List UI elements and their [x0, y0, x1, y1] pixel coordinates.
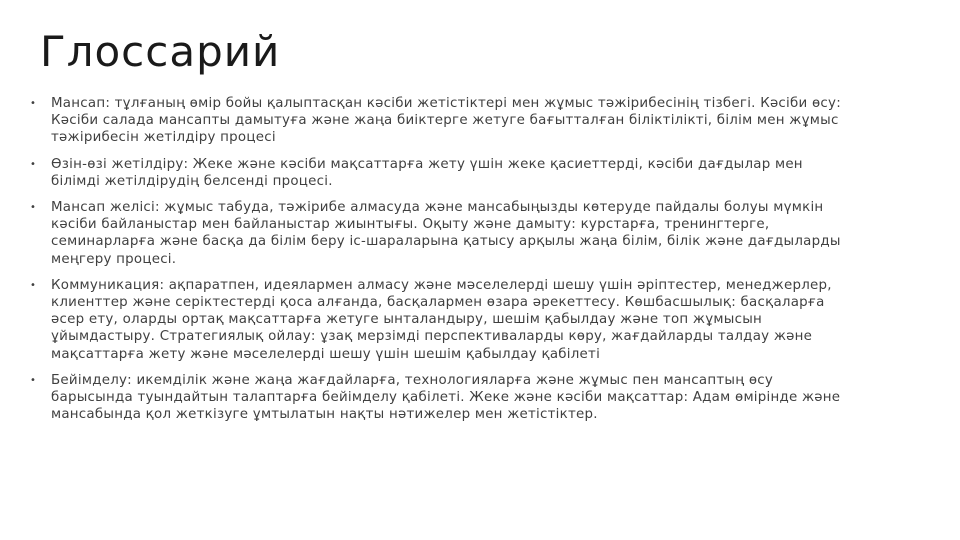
bullet-item: [30, 95, 850, 147]
bullet-item: [30, 156, 850, 190]
bullet-item: [30, 277, 850, 363]
bullet-icon: •: [30, 98, 37, 109]
bullet-icon: •: [30, 374, 37, 386]
bullet-text: Мансап желісі: жұмыс табуда, тәжірибе алмасуда және мансабыңызды көтеруде пайдалы болуы мүмкін кәсіби байланыстар мен байланыстар жиынтығы. Оқыту және дамыту: курстарға, тренингтерге, семинарларға және басқа да білім беру іс-шараларына қатысу арқылы жаңа білім, білік және дағдыларды меңгеру процесі.: [51, 200, 841, 267]
bullet-item: [30, 199, 850, 268]
bullet-text: Бейімделу: икемділік және жаңа жағдайларға, технологияларға және жұмыс пен мансаптың өсу барысында туындайтын талаптарға бейімделу қабілеті. Жеке және кәсіби мақсаттар: Адам өмірінде және мансабында қол жеткізуге ұмтылатын нақты нәтижелер мен жетістіктер.: [51, 372, 841, 423]
bullet-list: [30, 95, 850, 432]
bullet-icon: •: [30, 158, 37, 170]
bullet-text: Коммуникация: ақпаратпен, идеялармен алмасу және мәселелерді шешу үшін әріптестер, менеджерлер, клиенттер және серіктестерді қоса алғанда, басқалармен өзара әрекеттесу. Көшбасшылық: басқаларға әсер ету, оларды ортақ мақсаттарға жетуге ынталандыру, шешім қабылдау және топ жұмысын ұйымдастыру. Стратегиялық ойлау: ұзақ мерзімді перспективаларды көру, жағдайларды талдау және мақсаттарға жету және мәселелерді шешу үшін шешім қабылдау қабілеті: [51, 277, 832, 362]
bullet-text: Мансап: тұлғаның өмір бойы қалыптасқан кәсіби жетістіктері мен жұмыс тәжірибесінің тізбегі. Кәсіби өсу: Кәсіби салада мансапты дамытуға және жаңа биіктерге жетуге бағытталған біліктілікті, білім мен жұмыс тәжірибесін жетілдіру процесі: [51, 96, 841, 146]
slide-title: Глоссарий: [40, 27, 281, 76]
bullet-item: [30, 372, 850, 424]
bullet-text: Өзін-өзі жетілдіру: Жеке және кәсіби мақсаттарға жету үшін жеке қасиеттерді, кәсіби дағдылар мен білімді жетілдірудің белсенді процесі.: [51, 156, 803, 189]
bullet-icon: •: [30, 202, 37, 214]
bullet-icon: •: [30, 279, 37, 291]
